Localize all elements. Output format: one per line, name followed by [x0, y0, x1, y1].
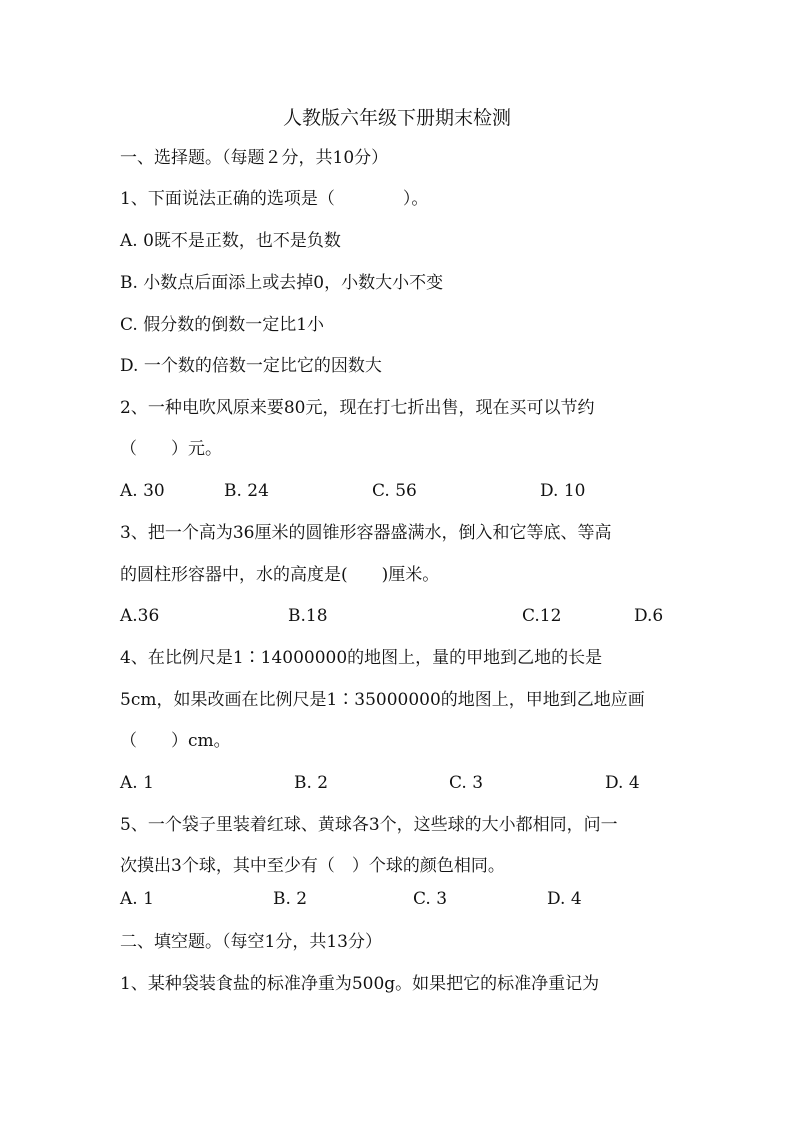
q5-option-c: C. 3	[413, 889, 448, 909]
q1-option-b: B. 小数点后面添上或去掉0，小数大小不变	[120, 273, 444, 293]
q3-option-d: D.6	[634, 606, 664, 626]
q3-stem-line2: 的圆柱形容器中，水的高度是( )厘米。	[120, 565, 440, 585]
q5-option-a: A. 1	[120, 889, 154, 909]
q5-stem-line1: 5、一个袋子里装着红球、黄球各3个，这些球的大小都相同，问一	[120, 815, 618, 835]
q3-option-c: C.12	[522, 606, 562, 626]
q4-stem-line1: 4、在比例尺是1∶14000000的地图上，量的甲地到乙地的长是	[120, 648, 603, 668]
q1-option-d: D. 一个数的倍数一定比它的因数大	[120, 356, 382, 376]
q2-option-b: B. 24	[224, 481, 269, 501]
q4-option-b: B. 2	[294, 773, 329, 793]
q2-option-d: D. 10	[540, 481, 586, 501]
q3-option-a: A.36	[120, 606, 160, 626]
q4-option-c: C. 3	[449, 773, 484, 793]
section2-heading: 二、填空题。（每空1分，共13分）	[120, 932, 382, 952]
q2-option-a: A. 30	[120, 481, 165, 501]
q4-stem-line2: 5cm，如果改画在比例尺是1∶35000000的地图上，甲地到乙地应画	[120, 690, 645, 710]
q2-stem-line2: （ ）元。	[120, 439, 222, 459]
q4-stem-line3: （ ）cm。	[120, 731, 231, 751]
q5-stem-line2: 次摸出3个球，其中至少有（ ）个球的颜色相同。	[120, 856, 505, 876]
q2-option-c: C. 56	[372, 481, 417, 501]
q5-option-d: D. 4	[547, 889, 582, 909]
section1-heading: 一、选择题。（每题２分，共10分）	[120, 148, 389, 168]
q1-option-c: C. 假分数的倒数一定比1小	[120, 315, 325, 335]
q1-option-a: A. 0既不是正数，也不是负数	[120, 231, 341, 251]
q3-option-b: B.18	[288, 606, 328, 626]
page-title: 人教版六年级下册期末检测	[282, 107, 511, 129]
q4-option-d: D. 4	[605, 773, 640, 793]
q5-option-b: B. 2	[273, 889, 308, 909]
q1-stem: 1、下面说法正确的选项是（ ）。	[120, 189, 429, 209]
q4-option-a: A. 1	[120, 773, 154, 793]
q2-stem-line1: 2、一种电吹风原来要80元，现在打七折出售，现在买可以节约	[120, 398, 595, 418]
q3-stem-line1: 3、把一个高为36厘米的圆锥形容器盛满水，倒入和它等底、等高	[120, 523, 612, 543]
s2-q1-stem-line1: 1、某种袋装食盐的标准净重为500g。如果把它的标准净重记为	[120, 974, 600, 994]
